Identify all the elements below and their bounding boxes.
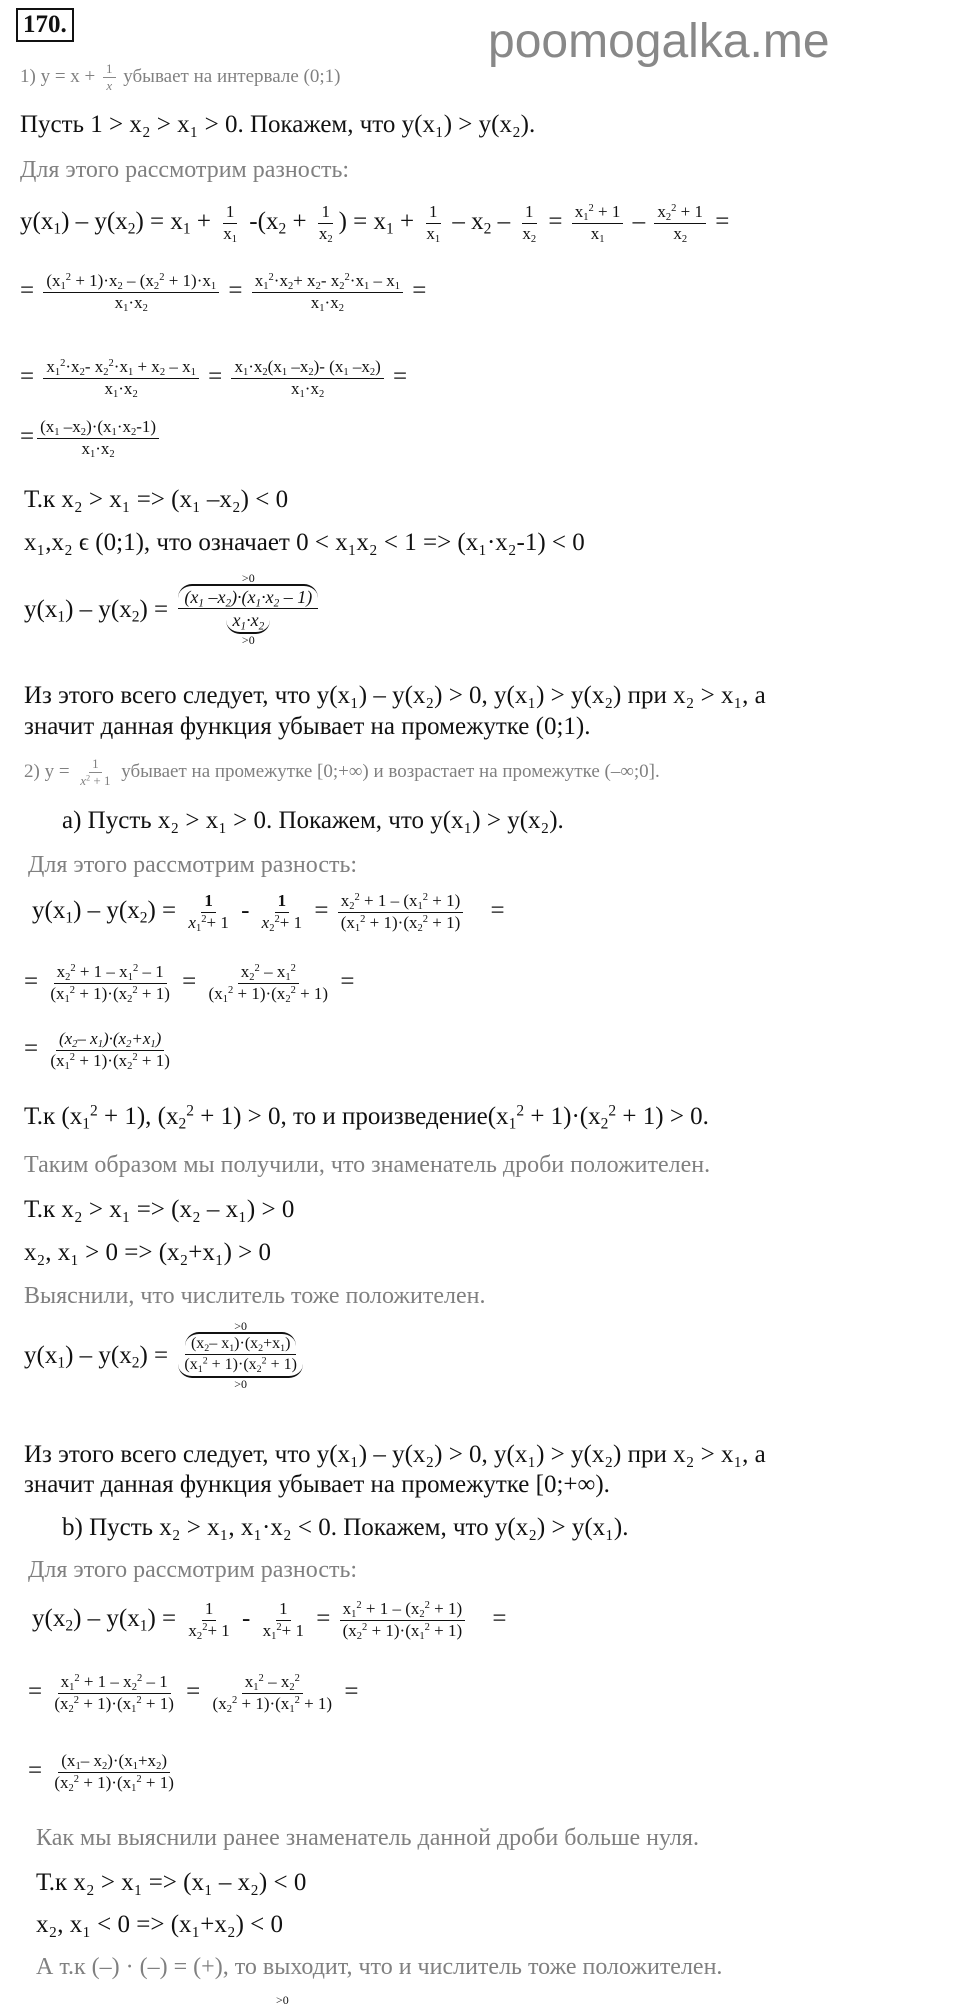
part2a-since: Т.к x₂ > x₁ => (x₂ – x₁) > 0: [24, 1196, 295, 1223]
part2a-braced-fraction: $y(x_1) - y(x_2)$ = >0 ($x_2-$ $x_1)\cdot(x_2+x_1)$ $(x_1^2 + 1)\cdot(x_2^2 + 1)$ >0: [24, 1320, 303, 1390]
part2a-numerator-positive: Выяснили, что числитель тоже положителен.: [24, 1283, 486, 1309]
part1-since: Т.к x₂ > x₁ => (x₁ –x₂) < 0: [24, 486, 289, 513]
part2a-eq-row2: = $\frac{x_2^2 + 1 - x_1^2 - 1}{(x_1^2 + 1)\cdot(x_2^2 + 1)}$ = $\frac{x_2^2 - x_1^2}{(x_1^2 + 1)\cdot(x_2^2 + 1)}$ =: [24, 962, 355, 1005]
part1-eq-row3: = $\frac{x_1^2\cdot x_2- x_2^2\cdot x_1 + x_2 - x_1}{x_1\cdot x_2}$ = $\frac{x_1\cdot x_2(x_1 -x_2)- (x_1 -x_2)}{x_1\cdot x_2}$ =: [20, 357, 408, 400]
part2b-sum-negative: x₂, x₁ < 0 => (x₁+x₂) < 0: [36, 1911, 284, 1938]
part2b-eq-row2: = $\frac{x_1^2 + 1 - x_2^2 - 1}{(x_2^2 + 1)\cdot(x_1^2 + 1)}$ = $\frac{x_1^2 - x_2^2}{(x_2^2 + 1)\cdot(x_1^2 + 1)}$ =: [28, 1672, 359, 1715]
problem-number: 170.: [16, 8, 74, 42]
part1-eq-row4: = $\frac{(x_1 -x_2)\cdot(x_1\cdot x_2-1)}{x_1\cdot x_2}$: [20, 418, 162, 458]
part1-assume: Пусть 1 > x₂ > x₁ > 0. Покажем, что y(x₁) > y(x₂).: [20, 111, 536, 138]
part2b-assume: b) Пусть x₂ > x₁, x₁·x₂ < 0. Покажем, что y(x₂) > y(x₁).: [62, 1514, 629, 1541]
part1-consider: Для этого рассмотрим разность:: [20, 157, 350, 183]
part2a-sum-positive: x₂, x₁ > 0 => (x₂+x₁) > 0: [24, 1239, 272, 1266]
part2a-denominator-positive: Таким образом мы получили, что знаменатель дроби положителен.: [24, 1152, 711, 1178]
bottom-label: >0: [276, 1993, 289, 2007]
part1-eq-row1: $y(x_1) - y(x_2) = x_1$ + $\frac{1}{x_1}$ $-(x_2$ + $\frac{1}{x_2}$ ) = $x_1$ + $\frac{1}{x_1}$ – $x_2$ – $\frac{1}{x_2}$ = $\frac{x_1^2 + 1}{x_1}$ – $\frac{x_2^2 + 1}{x_2}$ =: [20, 202, 730, 245]
part2a-conclusion-b: значит данная функция убывает на промежутке [0;+∞).: [24, 1471, 610, 1498]
part2b-consider: Для этого рассмотрим разность:: [28, 1557, 358, 1583]
part2b-numerator-positive: А т.к (–) · (–) = (+), то выходит, что и числитель тоже положителен.: [36, 1954, 723, 1980]
part1-conclusion-a: Из этого всего следует, что y(x₁) – y(x₂) > 0, y(x₁) > y(x₂) при x₂ > x₁, а: [24, 682, 766, 709]
part2-statement: 2) y = $\frac{1}{x^2 + 1}$ убывает на промежутке [0;+∞) и возрастает на промежутке (–∞;0].: [24, 756, 660, 789]
part1-braced-fraction: $y(x_1) - y(x_2)$ = >0 ($x_1$ $-x_2)\cdot(x_1\cdot x_2 - 1)$ $x_1\cdot x_2$ >0: [24, 572, 318, 646]
part2b-denominator-positive: Как мы выяснили ранее знаменатель данной дроби больше нуля.: [36, 1825, 699, 1851]
part2a-product-positive: Т.к $(x_1^2 + 1)$, $(x_2^2 + 1) > 0$, то и $произведение(x_1^2 + 1)\cdot(x_2^2 + 1) > 0$.: [24, 1102, 709, 1133]
site-watermark: poomogalka.me: [488, 15, 830, 68]
part1-eq-row2: = $\frac{(x_1^2 + 1)\cdot x_2 - (x_2^2 + 1)\cdot x_1}{x_1\cdot x_2}$ = $\frac{x_1^2\cdot x_2+ x_2- x_2^2\cdot x_1 - x_1}{x_1\cdot x_2}$ =: [20, 271, 427, 314]
part1-statement: 1) y = x + $\frac{1}{x}$ убывает на интервале (0;1): [20, 61, 341, 94]
part2b-eq-row1: $y(x_2) - y(x_1)$ = $\frac{1}{x_2^2+ 1}$ - $\frac{1}{x_1^2+ 1}$ = $\frac{x_1^2 + 1 - (x_2^2 + 1)}{(x_2^2 + 1)\cdot(x_1^2 + 1)}$ =: [32, 1599, 507, 1642]
part2a-eq-row3: = $\frac{(x_2- x_1)\cdot(x_2+x_1)}{(x_1^2 + 1)\cdot(x_2^2 + 1)}$: [24, 1029, 170, 1072]
part2a-conclusion-a: Из этого всего следует, что y(x₁) – y(x₂) > 0, y(x₁) > y(x₂) при x₂ > x₁, а: [24, 1441, 766, 1468]
part1-conclusion-b: значит данная функция убывает на промежутке (0;1).: [24, 713, 591, 740]
part2a-assume: a) Пусть x₂ > x₁ > 0. Покажем, что y(x₁) > y(x₂).: [62, 807, 564, 834]
part2b-since: Т.к x₂ > x₁ => (x₁ – x₂) < 0: [36, 1869, 307, 1896]
part2b-eq-row3: = $\frac{(x_1- x_2)\cdot(x_1+x_2)}{(x_2^2 + 1)\cdot(x_1^2 + 1)}$: [28, 1751, 174, 1794]
part1-interval: x₁,x₂ ϵ (0;1), что означает 0 < x₁x₂ < 1 => (x₁·x₂-1) < 0: [24, 529, 585, 556]
part2a-consider: Для этого рассмотрим разность:: [28, 852, 358, 878]
part2a-eq-row1: $y(x_1) - y(x_2)$ = $\frac{1}{x_1^2+ 1}$ - $\frac{1}{x_2^2+ 1}$ = $\frac{x_2^2 + 1 - (x_1^2 + 1)}{(x_1^2 + 1)\cdot(x_2^2 + 1)}$ =: [32, 891, 505, 934]
